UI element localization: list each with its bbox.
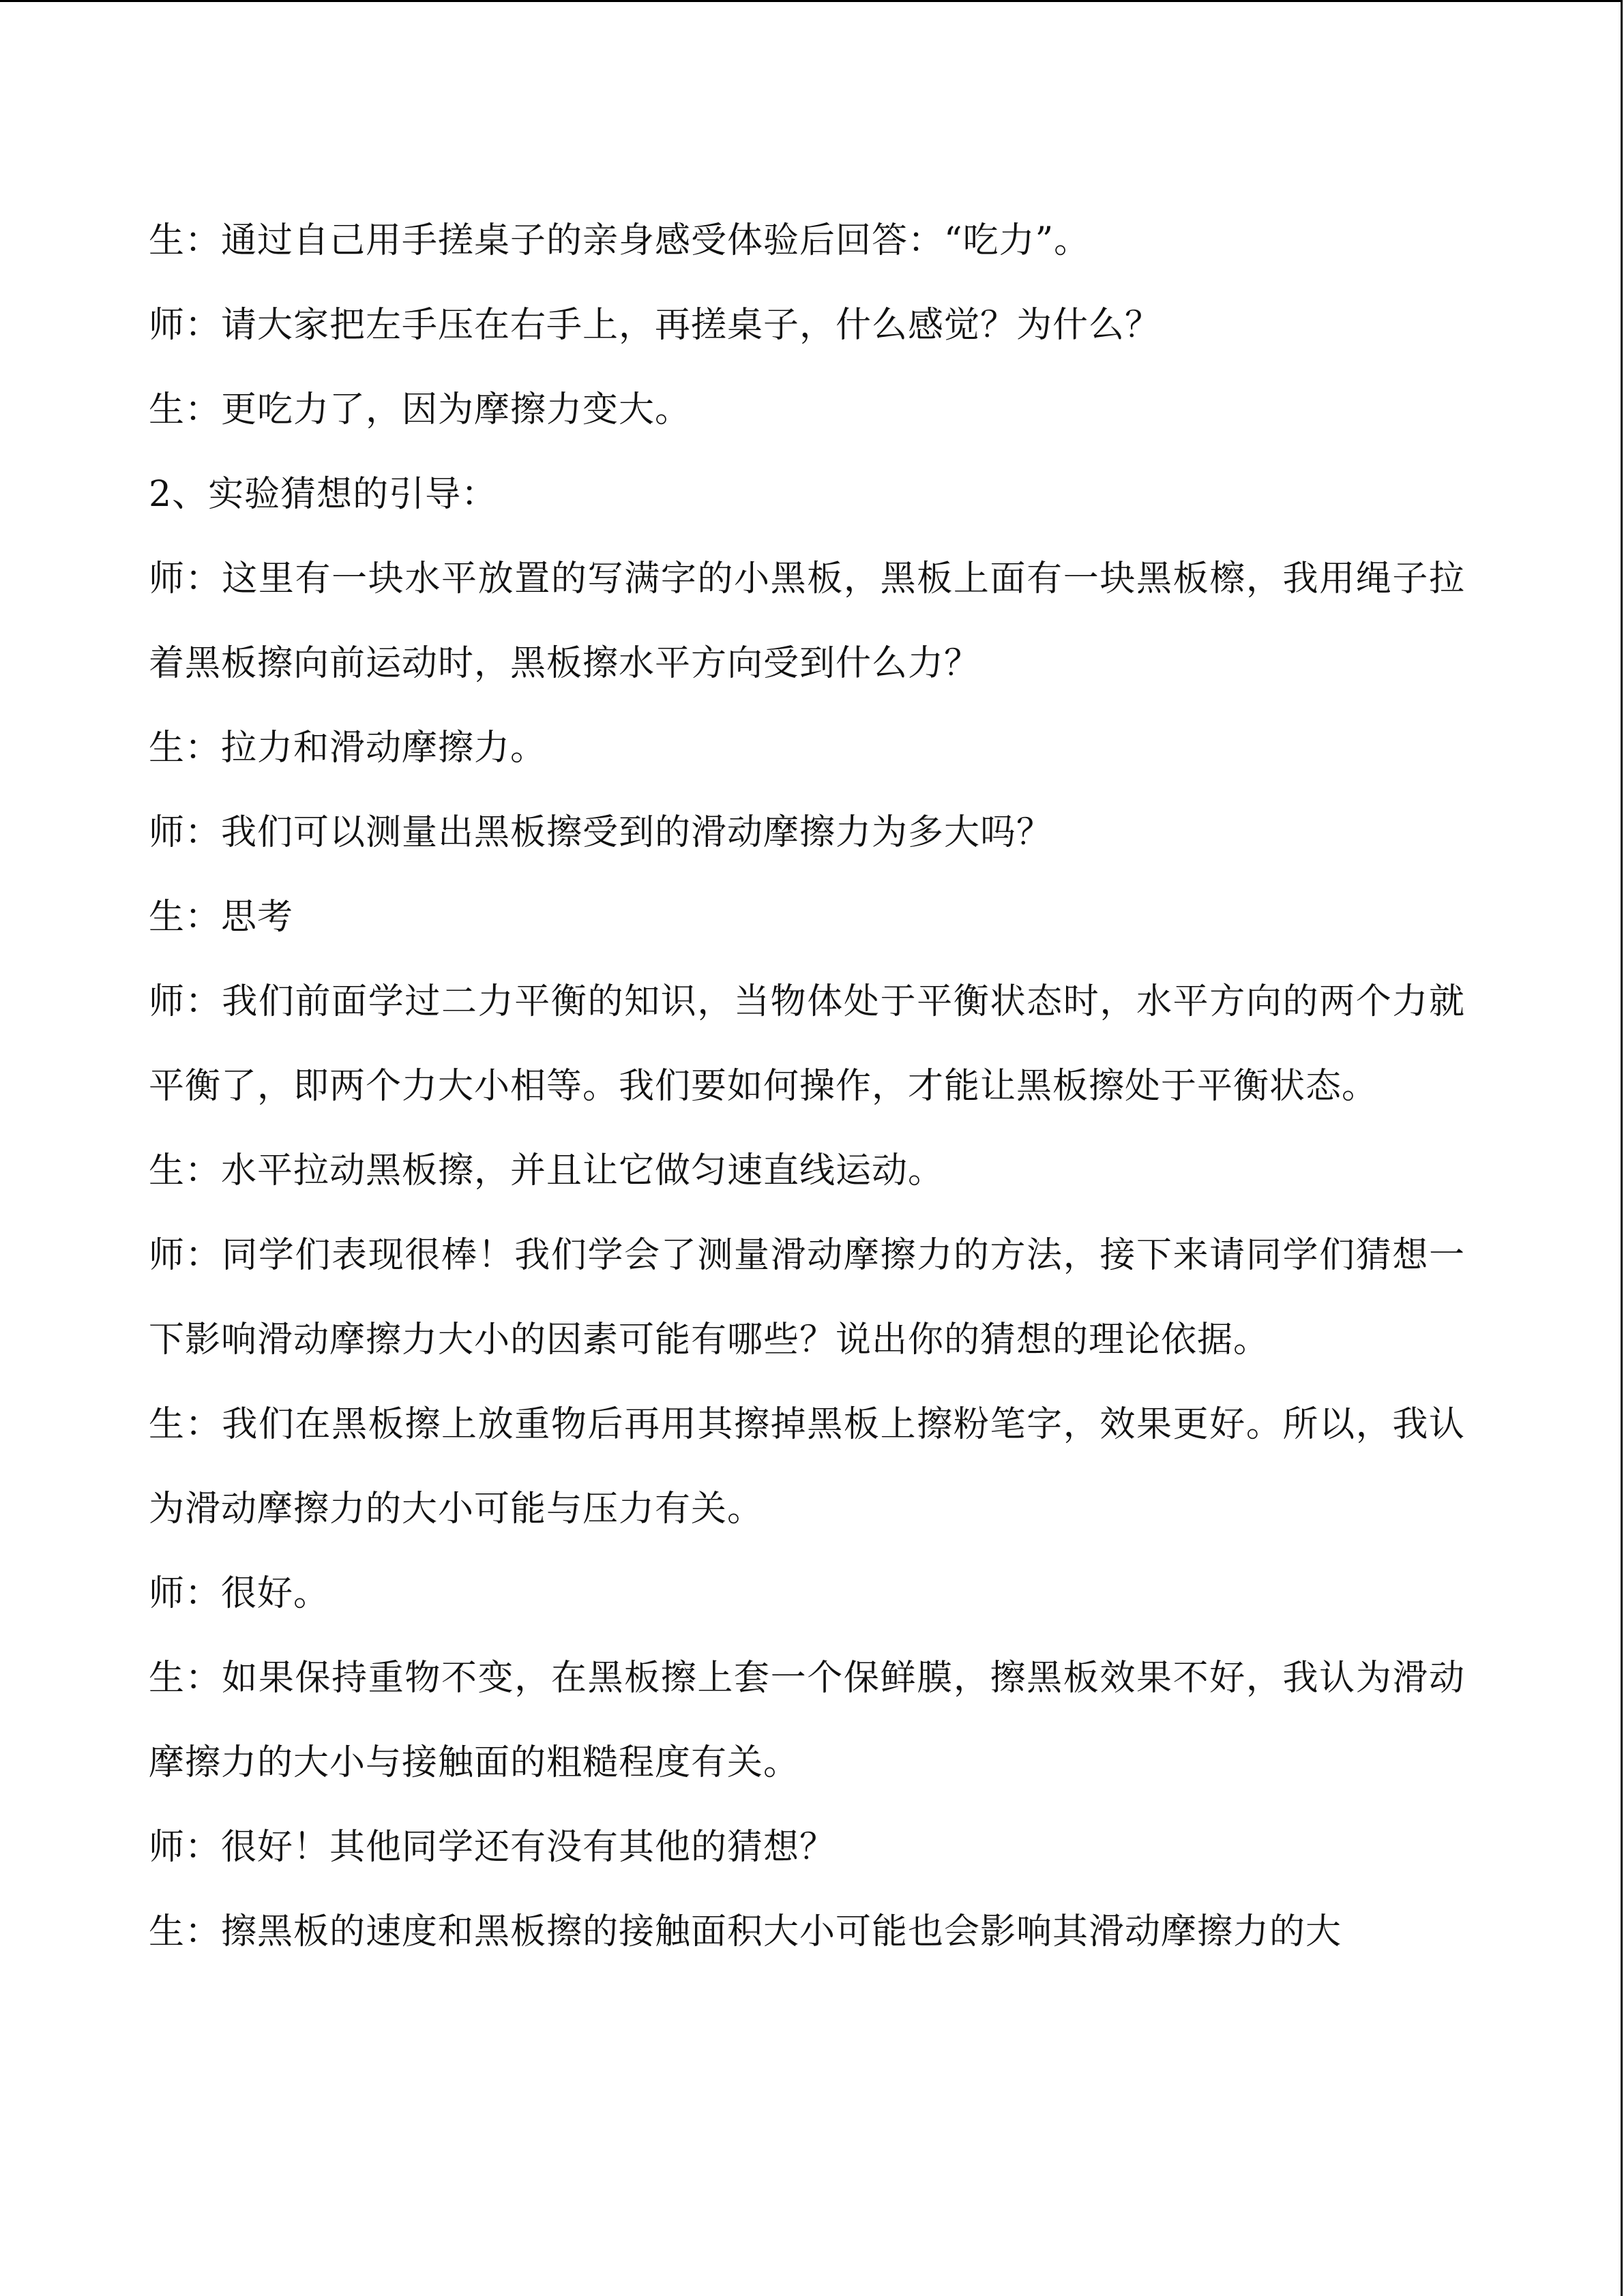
paragraph-student-roughness: 生：如果保持重物不变，在黑板擦上套一个保鲜膜，擦黑板效果不好，我认为滑动摩擦力的大小与接触面的粗糙程度有关。 [149, 1658, 1465, 1783]
paragraph-student-think: 生：思考 [149, 897, 294, 938]
paragraph-student-speed-area: 生：擦黑板的速度和黑板擦的接触面积大小可能也会影响其滑动摩擦力的大 [149, 1911, 1342, 1952]
paragraph-student-answer-effort: 生：通过自己用手搓桌子的亲身感受体验后回答：“吃力”。 [149, 220, 1091, 261]
paragraph-teacher-balance: 师：我们前面学过二力平衡的知识，当物体处于平衡状态时，水平方向的两个力就平衡了，即两个力大小相等。我们要如何操作，才能让黑板擦处于平衡状态。 [149, 981, 1465, 1107]
paragraph-teacher-guess: 师：同学们表现很棒！我们学会了测量滑动摩擦力的方法，接下来请同学们猜想一下影响滑动摩擦力大小的因素可能有哪些？说出你的猜想的理论依据。 [149, 1235, 1465, 1360]
paragraph-teacher-measure: 师：我们可以测量出黑板擦受到的滑动摩擦力为多大吗？ [149, 812, 1053, 853]
paragraph-teacher-other-guesses: 师：很好！其他同学还有没有其他的猜想？ [149, 1827, 836, 1868]
paragraph-student-pressure: 生：我们在黑板擦上放重物后再用其擦掉黑板上擦粉笔字，效果更好。所以，我认为滑动摩擦力的大小可能与压力有关。 [149, 1404, 1465, 1530]
paragraph-student-uniform-motion: 生：水平拉动黑板擦，并且让它做匀速直线运动。 [149, 1150, 945, 1191]
document-body [149, 198, 1465, 1974]
paragraph-teacher-question-hands: 师：请大家把左手压在右手上，再搓桌子，什么感觉？为什么？ [149, 305, 1162, 346]
paragraph-teacher-blackboard: 师：这里有一块水平放置的写满字的小黑板，黑板上面有一块黑板檫，我用绳子拉着黑板擦向前运动时，黑板擦水平方向受到什么力？ [149, 558, 1465, 684]
paragraph-student-answer-more-effort: 生：更吃力了，因为摩擦力变大。 [149, 389, 692, 430]
paragraph-student-forces: 生：拉力和滑动摩擦力。 [149, 728, 547, 769]
paragraph-teacher-good: 师：很好。 [149, 1573, 330, 1614]
section-heading-hypothesis: 2、实验猜想的引导： [149, 474, 498, 515]
